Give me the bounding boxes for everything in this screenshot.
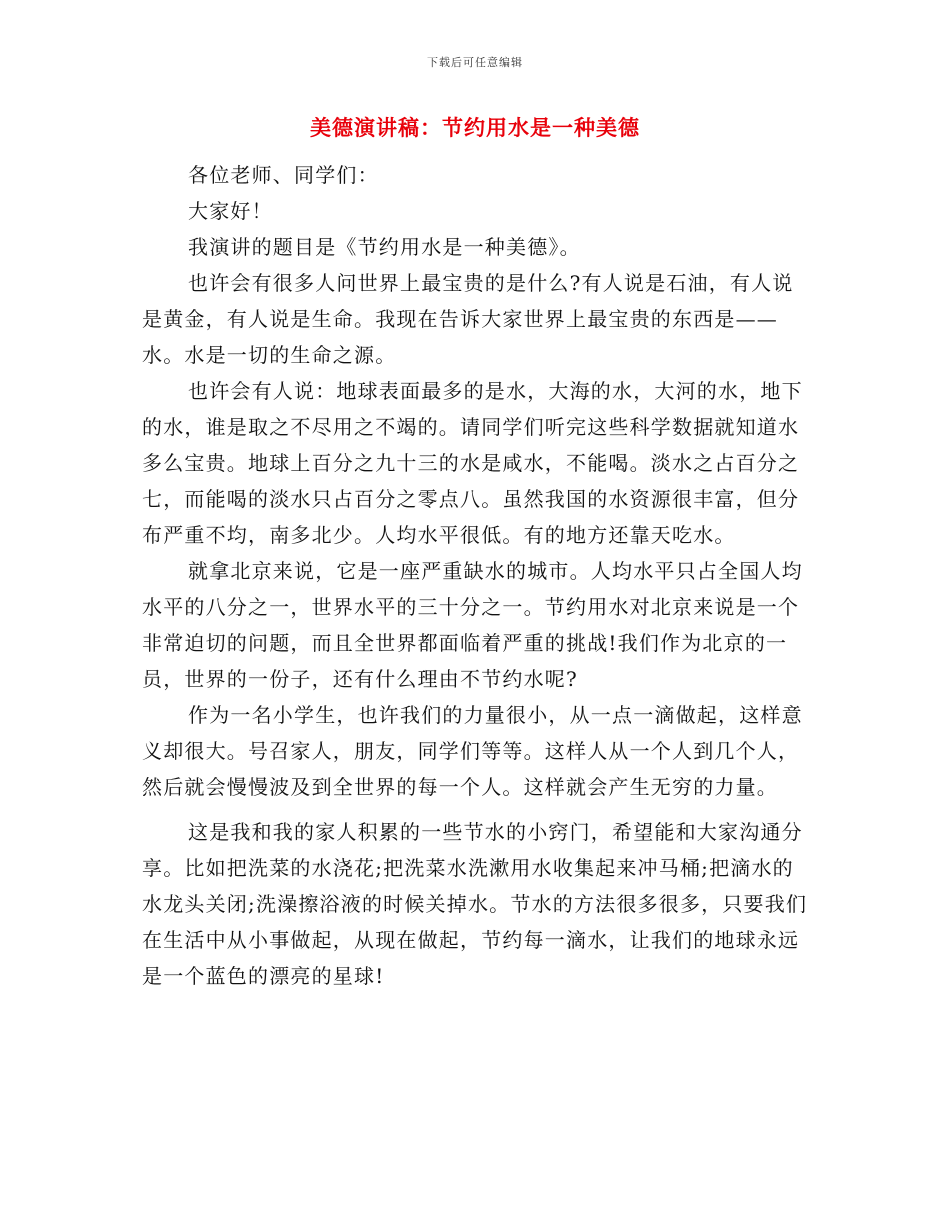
paragraph-hello: 大家好！ xyxy=(188,199,273,223)
document-body xyxy=(142,157,808,994)
paragraph-beijing: 就拿北京来说，它是一座严重缺水的城市。人均水平只占全国人均水平的八分之一，世界水平的三十分之一。节约用水对北京来说是一个非常迫切的问题，而且全世界都面临着严重的挑战!我们作为北京的一员，世界的一份子，还有什么理由不节约水呢? xyxy=(142,559,803,691)
header-note: 下载后可任意编辑 xyxy=(427,56,523,69)
paragraph-topic: 我演讲的题目是《节约用水是一种美德》。 xyxy=(188,235,581,259)
paragraph-student-action: 作为一名小学生，也许我们的力量很小，从一点一滴做起，这样意义却很大。号召家人，朋友，同学们等等。这样人从一个人到几个人，然后就会慢慢波及到全世界的每一个人。这样就会产生无穷的力量。 xyxy=(142,703,803,799)
paragraph-most-precious: 也许会有很多人问世界上最宝贵的是什么?有人说是石油，有人说是黄金，有人说是生命。我现在告诉大家世界上最宝贵的东西是——水。水是一切的生命之源。 xyxy=(142,271,794,367)
document-title: 美德演讲稿：节约用水是一种美德 xyxy=(310,115,640,140)
paragraph-greeting: 各位老师、同学们： xyxy=(188,163,379,187)
paragraph-water-facts: 也许会有人说：地球表面最多的是水，大海的水，大河的水，地下的水，谁是取之不尽用之不竭的。请同学们听完这些科学数据就知道水多么宝贵。地球上百分之九十三的水是咸水，不能喝。淡水之占百分之七，而能喝的淡水只占百分之零点八。虽然我国的水资源很丰富，但分布严重不均，南多北少。人均水平很低。有的地方还靠天吃水。 xyxy=(142,379,803,547)
paragraph-tips: 这是我和我的家人积累的一些节水的小窍门，希望能和大家沟通分享。比如把洗菜的水浇花;把洗菜水洗漱用水收集起来冲马桶;把滴水的水龙头关闭;洗澡擦浴液的时候关掉水。节水的方法很多很多，只要我们在生活中从小事做起，从现在做起，节约每一滴水，让我们的地球永远是一个蓝色的漂亮的星球! xyxy=(142,820,808,988)
